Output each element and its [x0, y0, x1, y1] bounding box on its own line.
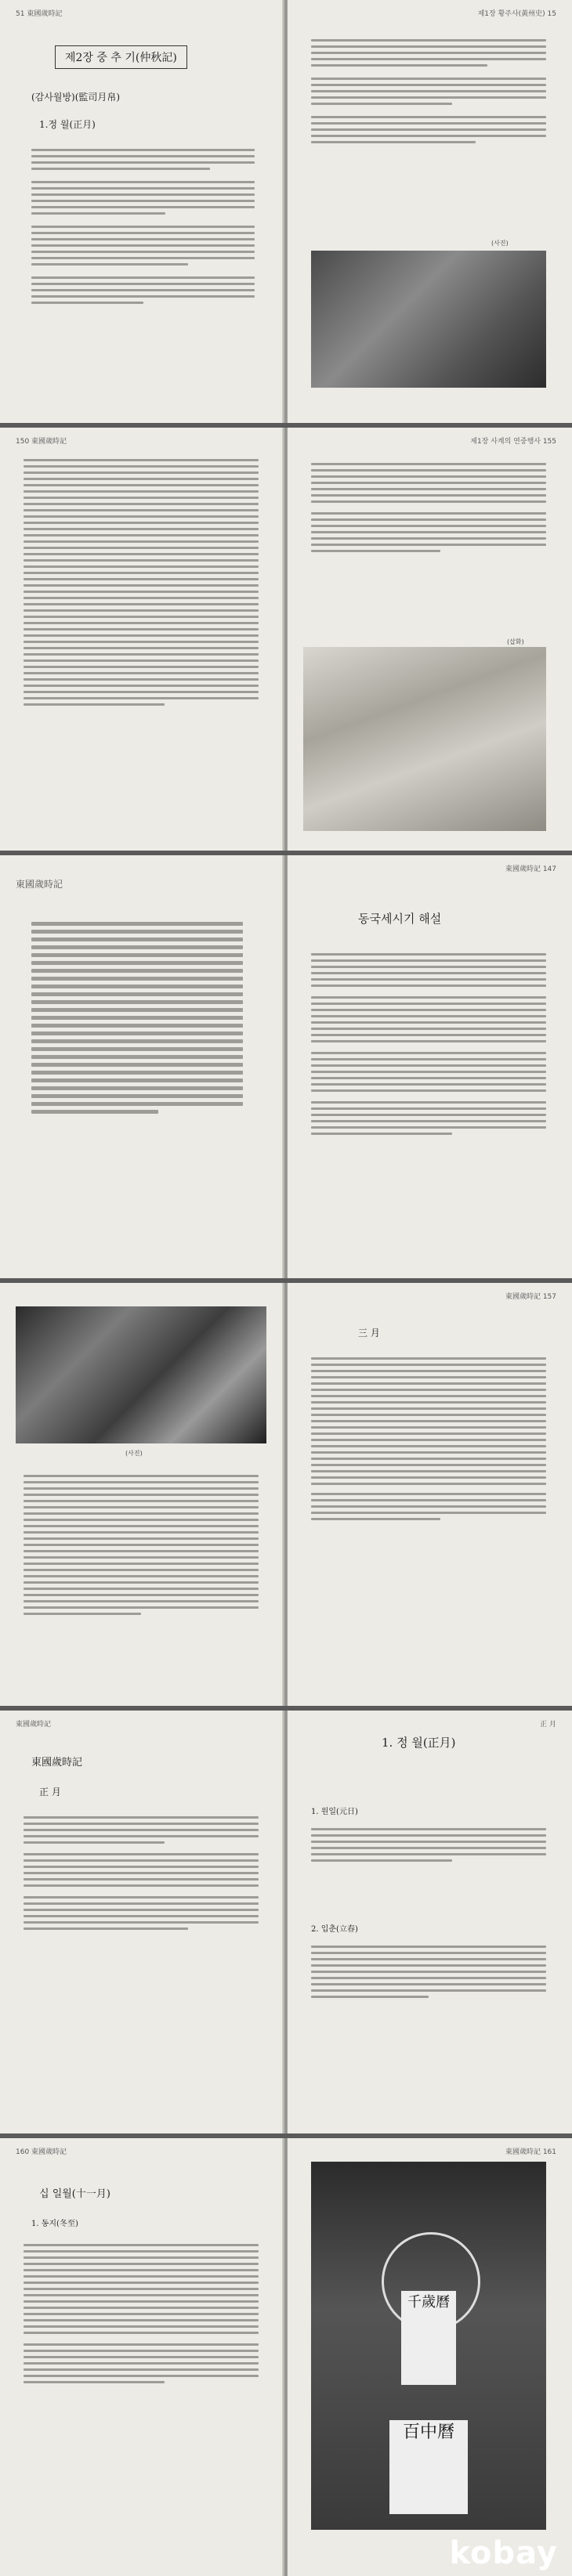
- left-page: [0, 0, 284, 423]
- photo-caption: (사진): [125, 1450, 143, 1457]
- page-header: 150 東國歲時記: [16, 438, 67, 446]
- photo-caption: (사진): [491, 240, 509, 247]
- section-heading: 正 月: [39, 1787, 61, 1797]
- right-page: [288, 1711, 572, 2133]
- page-header: 正 月: [540, 1721, 556, 1729]
- book-spread-6: [0, 2138, 572, 2576]
- body-text: [24, 1471, 259, 1619]
- illustration-caption: (삽화): [507, 638, 524, 645]
- page-header: 51 東國歲時記: [16, 10, 63, 18]
- page-header: 160 東國歲時記: [16, 2148, 67, 2156]
- chapter-title: 제2장 중 추 기(仲秋記): [55, 45, 187, 69]
- cover-title-upper: 千歲曆: [401, 2291, 456, 2385]
- book-spread-3: [0, 855, 572, 1278]
- section-title: 십 일월(十一月): [39, 2188, 110, 2200]
- body-text: [31, 145, 255, 308]
- body-text: [24, 2240, 259, 2387]
- right-page: [288, 855, 572, 1278]
- page-header: 제1장 사계의 연중행사 155: [470, 438, 556, 446]
- right-page: [288, 0, 572, 423]
- book-spread-1: [0, 0, 572, 423]
- left-page: [0, 1283, 284, 1706]
- section-title: 동국세시기 해설: [358, 912, 442, 926]
- photo-ship: [16, 1306, 266, 1443]
- body-text: [24, 1812, 259, 1934]
- body-text: [311, 1353, 546, 1524]
- page-header: 東國歲時記: [16, 879, 63, 890]
- body-text: [311, 949, 546, 1139]
- cover-title-lower: 百中曆: [389, 2420, 468, 2514]
- book-title: 東國歲時記: [31, 1757, 83, 1769]
- body-text: [311, 459, 546, 556]
- page-header: 東國歲時記: [16, 1721, 52, 1729]
- left-page: [0, 2138, 284, 2576]
- subsection-heading: 2. 입춘(立春): [311, 1925, 358, 1934]
- illustration: [303, 647, 546, 831]
- left-page: [0, 1711, 284, 2133]
- left-page: [0, 855, 284, 1278]
- book-cover-image: [311, 2162, 546, 2530]
- book-spread-2: [0, 428, 572, 851]
- page-header: 제1장 황주사(黃州史) 15: [477, 10, 556, 18]
- photo-group: [311, 251, 546, 388]
- book-spread-4: [0, 1283, 572, 1706]
- subsection-heading: 1.정 월(正月): [39, 119, 96, 130]
- section-heading: (감사월방)(監司月帛): [31, 92, 121, 103]
- page-header: 東國歲時記 161: [505, 2148, 556, 2156]
- subsection-heading: 1. 동지(冬至): [31, 2220, 78, 2228]
- watermark-logo: kobay: [449, 2535, 558, 2571]
- body-text: [311, 1824, 546, 1866]
- body-text: [31, 918, 243, 1118]
- body-text: [311, 35, 546, 147]
- left-page: [0, 428, 284, 851]
- body-text: [24, 455, 259, 710]
- subsection-heading: 1. 원일(元日): [311, 1808, 358, 1816]
- page-header: 東國歲時記 147: [505, 865, 556, 873]
- page-header: 東國歲時記 157: [505, 1293, 556, 1301]
- section-title: 1. 정 월(正月): [382, 1736, 456, 1750]
- body-text: [311, 1942, 546, 2002]
- right-page: [288, 428, 572, 851]
- right-page: [288, 2138, 572, 2576]
- section-title: 三 月: [358, 1328, 380, 1339]
- right-page: [288, 1283, 572, 1706]
- book-spread-5: [0, 1711, 572, 2133]
